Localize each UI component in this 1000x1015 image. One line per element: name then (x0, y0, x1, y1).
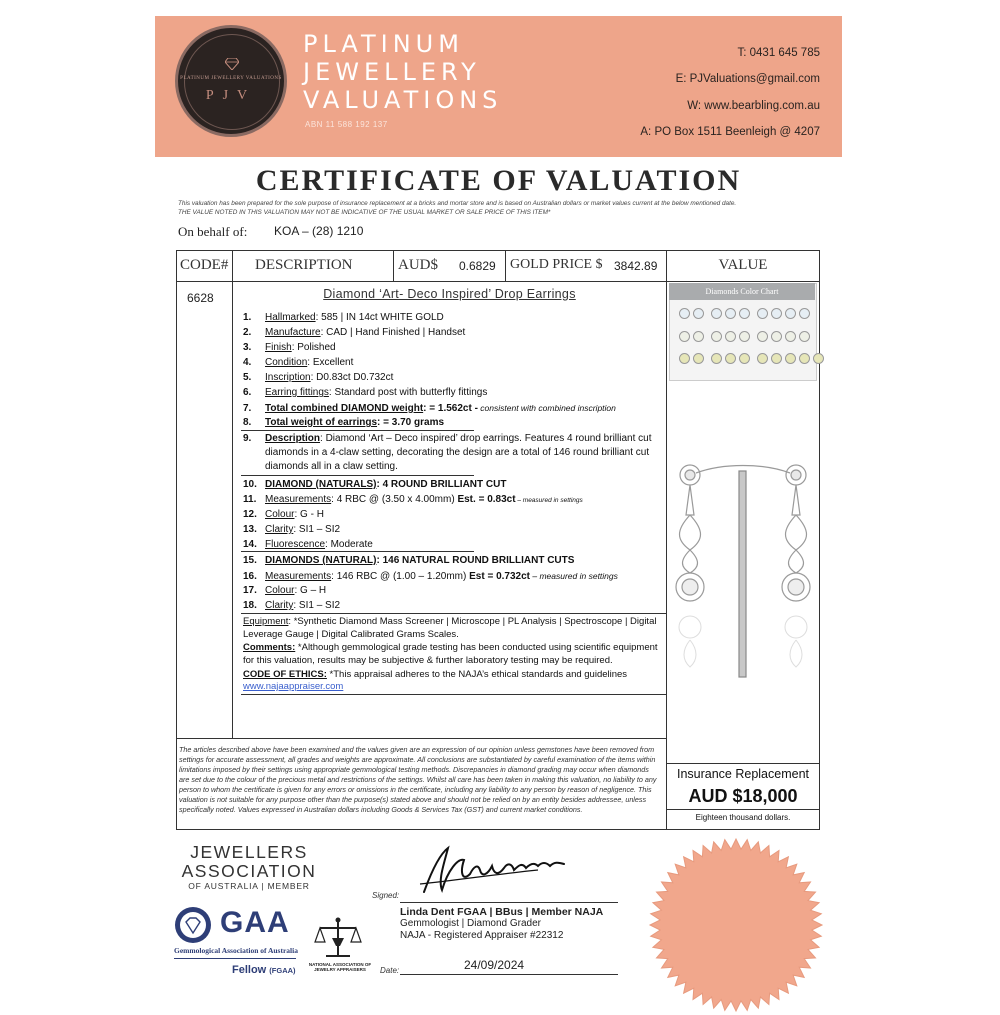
color-chart-diamond-icon (693, 308, 704, 319)
header-code: CODE# (180, 257, 229, 273)
header-aud-value: 0.6829 (459, 259, 496, 273)
certificate-seal (646, 835, 826, 1015)
color-chart-title: Diamonds Color Chart (669, 283, 815, 300)
valuation-disclaimer: The articles described above have been examined and the values given are an expression of our opinion unless gemstones have been removed from settings for accurate assessment, all grades and weights are approximate. All conclusions are substantiated by careful examination of the items within limitations imposed by their settings using appropriate gemmological testing methods. Discrepancies in diamond grading may occur when diamonds are set due to the colour of the precious metal and restrictions of the settings. Whilst all care has been taken in making this valuation, no liability to any person to whom the certificate is given for any errors or omissions in the certificate, including any liability to any person by reason of negligence. This valuation is not suitable for any purpose other than the purpose(s) stated above and should not be relied on by an entity besides addressee, unless specifically noted. Values expressed in Australian dollars including Goods & Services Tax (GST) and current market conditions. (179, 745, 657, 814)
color-chart-diamond-icon (799, 308, 810, 319)
color-chart-diamond-icon (725, 331, 736, 342)
insurance-divider (666, 763, 820, 764)
spec-row: 7. Total combined DIAMOND weight: = 1.562ct - consistent with combined inscription (243, 403, 616, 414)
spec-row: 6. Earring fittings: Standard post with butterfly fittings (243, 387, 488, 398)
comments-paragraph: Comments: *Although gemmological grade testing has been conducted using scientific equipment for this valuation, results may be subjective & further laboratory testing may be required. (243, 642, 658, 666)
code-column-divider (232, 250, 233, 738)
signed-label: Signed: (372, 891, 400, 900)
company-logo (175, 25, 287, 137)
earrings-photo (668, 455, 818, 715)
spec-row: 12. Colour: G - H (243, 509, 324, 520)
spec-row: 3. Finish: Polished (243, 342, 336, 353)
contact-website[interactable]: W: www.bearbling.com.au (687, 100, 820, 112)
item-title: Diamond ‘Art- Deco Inspired’ Drop Earrings (323, 287, 576, 301)
spec-row: 10. DIAMOND (NATURALS): 4 ROUND BRILLIANT CUT (243, 479, 507, 490)
color-chart-diamond-icon (771, 308, 782, 319)
naja-logo-text: NATIONAL ASSOCIATION OF JEWELRY APPRAISERS (308, 962, 372, 972)
spec-row: 4. Condition: Excellent (243, 357, 354, 368)
letterhead-banner (155, 16, 842, 157)
spec-row: 15. DIAMONDS (NATURAL): 146 NATURAL ROUND BRILLIANT CUTS (243, 555, 575, 566)
color-chart-diamond-icon (757, 353, 768, 364)
spec-row: 5. Inscription: D0.83ct D0.732ct (243, 372, 394, 383)
on-behalf-label: On behalf of: (178, 224, 248, 239)
description-continued: diamonds all in a claw setting. (265, 461, 398, 472)
diamond-icon (225, 58, 239, 70)
gaa-divider (174, 958, 296, 959)
color-chart-diamond-icon (739, 308, 750, 319)
color-chart-diamond-icon (725, 308, 736, 319)
section-divider (241, 475, 474, 476)
color-chart-diamond-icon (679, 353, 690, 364)
spec-row: 2. Manufacture: CAD | Hand Finished | Handset (243, 327, 466, 338)
header-description: DESCRIPTION (255, 257, 353, 273)
brand-name-line-1: PLATINUM (303, 30, 464, 58)
header-value: VALUE (718, 257, 768, 273)
naja-scales-icon (312, 916, 364, 962)
gaa-emblem-icon (174, 906, 212, 944)
insurance-label: Insurance Replacement (676, 767, 810, 781)
color-chart-row (679, 331, 810, 342)
disclaimer-line-1: This valuation has been prepared for the sole purpose of insurance replacement at a bricks and mortar store and is based on Australian dollars or market values current at the below mentioned date. (178, 200, 737, 207)
insurance-divider (666, 809, 820, 810)
color-chart-diamond-icon (757, 308, 768, 319)
color-chart-diamond-icon (693, 331, 704, 342)
color-chart-diamond-icon (679, 308, 690, 319)
item-code: 6628 (187, 291, 214, 305)
description-continued: diamonds in a 4-claw setting, decorating the design are a total of 146 round brilliant cut (265, 447, 650, 458)
color-chart-diamond-icon (711, 308, 722, 319)
handwritten-signature (418, 840, 588, 902)
date-value: 24/09/2024 (464, 958, 525, 972)
spec-row: 8. Total weight of earrings: = 3.70 grams (243, 417, 445, 428)
contact-email[interactable]: E: PJValuations@gmail.com (675, 73, 820, 85)
color-chart-row (679, 308, 810, 319)
color-chart-diamond-icon (757, 331, 768, 342)
color-chart-diamond-icon (739, 331, 750, 342)
color-chart-diamond-icon (725, 353, 736, 364)
signer-registration: NAJA - Registered Appraiser #22312 (400, 930, 564, 941)
certificate-title: CERTIFICATE OF VALUATION (255, 164, 742, 197)
contact-address: A: PO Box 1511 Beenleigh @ 4207 (640, 126, 820, 138)
section-divider (241, 694, 666, 695)
contact-phone: T: 0431 645 785 (737, 47, 820, 59)
color-chart-diamond-icon (813, 353, 824, 364)
brand-name-line-3: VALUATIONS (303, 86, 503, 114)
insurance-amount-words: Eighteen thousand dollars. (695, 813, 791, 822)
color-chart-diamond-icon (711, 353, 722, 364)
header-divider (393, 250, 394, 281)
date-label: Date: (380, 966, 400, 975)
footer-divider (176, 738, 666, 739)
spec-row: 11. Measurements: 4 RBC @ (3.50 x 4.00mm) Est. = 0.83ct – measured in settings (243, 494, 583, 505)
spec-row: 9. Description: Diamond ‘Art – Deco inspired’ drop earrings. Features 4 round brilliant cut (243, 433, 652, 444)
brand-name-line-2: JEWELLERY (303, 58, 481, 86)
signature-line (400, 902, 618, 903)
section-divider (241, 551, 474, 552)
spec-row: 13. Clarity: SI1 – SI2 (243, 524, 341, 535)
color-chart-diamond-icon (739, 353, 750, 364)
color-chart-diamond-icon (711, 331, 722, 342)
color-chart-diamond-icon (693, 353, 704, 364)
color-chart-diamond-icon (785, 308, 796, 319)
color-chart-diamond-icon (799, 353, 810, 364)
value-column-divider (666, 250, 667, 830)
header-aud-label: AUD$ (398, 257, 438, 273)
ethics-paragraph: CODE OF ETHICS: *This appraisal adheres to the NAJA’s ethical standards and guidelines (243, 669, 628, 680)
header-divider (505, 250, 506, 281)
logo-caption: PLATINUM JEWELLERY VALUATIONS (180, 76, 282, 81)
abn-number: ABN 11 588 192 137 (305, 120, 388, 129)
color-chart-diamond-icon (785, 331, 796, 342)
spec-row: 1. Hallmarked: 585 | IN 14ct WHITE GOLD (243, 312, 444, 323)
gaa-logo-text: GAA (220, 906, 290, 939)
spec-row: 17. Colour: G – H (243, 585, 327, 596)
color-chart-row (679, 353, 824, 364)
disclaimer-line-2: THE VALUE NOTED IN THIS VALUATION MAY NOT BE INDICATIVE OF THE USUAL MARKET OR SALE PRICE OF THIS ITEM* (178, 209, 551, 216)
insurance-amount: AUD $18,000 (688, 786, 798, 806)
section-divider (241, 613, 666, 614)
section-divider (241, 430, 474, 431)
header-gold-label: GOLD PRICE $ (510, 257, 603, 272)
naja-link[interactable]: www.najaappraiser.com (243, 681, 344, 692)
color-chart-diamond-icon (679, 331, 690, 342)
color-chart-diamond-icon (771, 331, 782, 342)
color-chart-diamond-icon (785, 353, 796, 364)
gaa-full-name: Gemmological Association of Australia (174, 946, 298, 955)
spec-row: 16. Measurements: 146 RBC @ (1.00 – 1.20mm) Est = 0.732ct – measured in settings (243, 571, 618, 582)
color-chart-diamond-icon (771, 353, 782, 364)
jaa-logo-line-1: JEWELLERS (190, 842, 308, 862)
equipment-paragraph: Equipment: *Synthetic Diamond Mass Screener | Microscope | PL Analysis | Spectroscope | Digital Leverage Gauge | Digital Calibrated Grams Scales. (243, 616, 657, 640)
date-line (400, 974, 618, 975)
jaa-logo-line-2: ASSOCIATION (181, 861, 317, 881)
header-gold-value: 3842.89 (614, 259, 658, 273)
signer-role: Gemmologist | Diamond Grader (400, 918, 541, 929)
gaa-fellow-badge: Fellow (FGAA) (232, 964, 296, 976)
table-header-divider (176, 281, 820, 282)
jaa-logo-line-3: OF AUSTRALIA | MEMBER (188, 881, 310, 891)
spec-row: 14. Fluorescence: Moderate (243, 539, 373, 550)
color-chart-diamond-icon (799, 331, 810, 342)
signer-name: Linda Dent FGAA | BBus | Member NAJA (400, 906, 604, 918)
on-behalf-value: KOA – (28) 1210 (274, 224, 364, 238)
logo-initials: PJV (205, 88, 257, 103)
spec-row: 18. Clarity: SI1 – SI2 (243, 600, 341, 611)
